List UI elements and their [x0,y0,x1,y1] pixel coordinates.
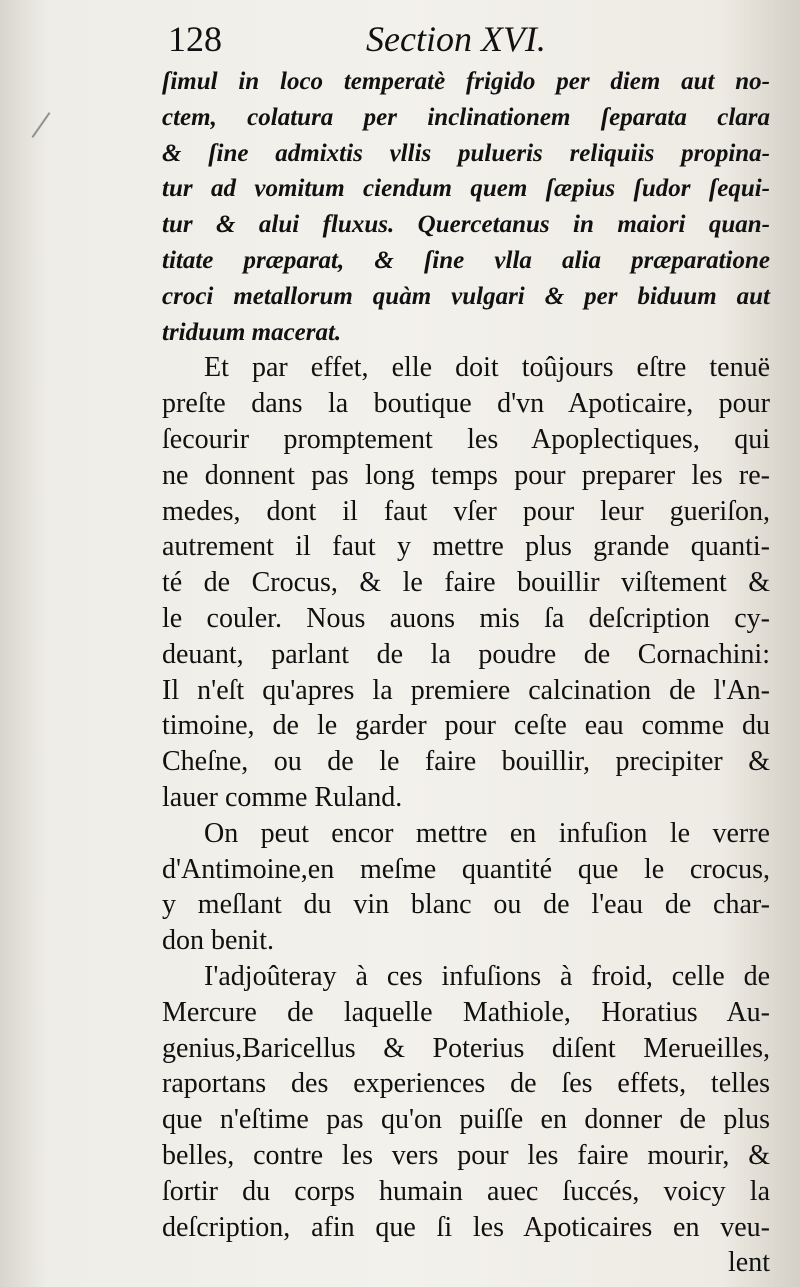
paragraph-1 [162,350,770,815]
text-line: y meſlant du vin blanc ou de l'eau de char- [162,889,770,921]
text-line: té de Crocus, & le faire bouillir viſtement & [162,567,770,599]
catchword: lent [728,1247,770,1279]
text-line: Et par effet, elle doit toûjours eſtre tenuë [204,352,770,384]
gutter-mark [32,112,51,138]
paragraph-2 [162,816,770,959]
text-line: belles, contre les vers pour les faire mourir, & [162,1139,770,1171]
text-line: d'Antimoine,en meſme quantité que le crocus, [162,853,770,885]
text-line: ſortir du corps humain auec ſuccés, voicy la [162,1175,770,1207]
text-line: ſimul in loco temperatè frigido per diem aut no- [162,68,770,95]
text-line: & ſine admixtis vllis pulueris reliquiis propina- [162,139,770,167]
page-number: 128 [168,19,222,59]
text-line: medes, dont il faut vſer pour leur gueriſon, [162,495,770,527]
text-line: autrement il faut y mettre plus grande quanti- [162,531,770,563]
text-line: Mercure de laquelle Mathiole, Horatius Au- [162,996,770,1028]
text-line: preſte dans la boutique d'vn Apoticaire, pour [162,388,770,420]
text-line: genius,Baricellus & Poterius diſent Merueilles, [162,1032,770,1064]
text-line: deſcription, afin que ſi les Apoticaires en veu- [162,1211,770,1243]
running-title: Section XVI. [366,19,546,59]
text-line: lauer comme Ruland. [162,781,403,813]
text-line: tur & alui fluxus. Quercetanus in maiori quan- [162,211,770,239]
text-line: croci metallorum quàm vulgari & per biduum aut [162,282,770,310]
text-line: Il n'eſt qu'apres la premiere calcination de l'An- [162,674,770,706]
text-line: raportans des experiences de ſes effets, telles [162,1068,770,1100]
page-header [168,18,588,68]
text-line: timoine, de le garder pour ceſte eau comme du [162,710,770,742]
text-line: le couler. Nous auons mis ſa deſcription cy- [162,602,770,634]
text-line: ne donnent pas long temps pour preparer les re- [162,459,770,491]
text-line: I'adjoûteray à ces infuſions à froid, celle de [204,960,770,992]
text-line: ctem, colatura per inclinationem ſeparata clara [162,103,770,131]
text-line: triduum macerat. [162,318,342,346]
paragraph-3 [162,959,770,1281]
text-line: Cheſne, ou de le faire bouillir, precipiter & [162,746,770,778]
latin-paragraph [162,64,770,350]
text-line: don benit. [162,925,274,957]
text-line: deuant, parlant de la poudre de Cornachini: [162,638,770,670]
text-block [162,64,770,1281]
text-line: ſecourir promptement les Apoplectiques, qui [162,423,770,455]
text-line: que n'eſtime pas qu'on puiſſe en donner de plus [162,1104,770,1136]
text-line: titate præparat, & ſine vlla alia præparatione [162,246,770,274]
text-line: On peut encor mettre en infuſion le verre [204,817,770,849]
text-line: tur ad vomitum ciendum quem ſæpius ſudor ſequi- [162,175,770,203]
